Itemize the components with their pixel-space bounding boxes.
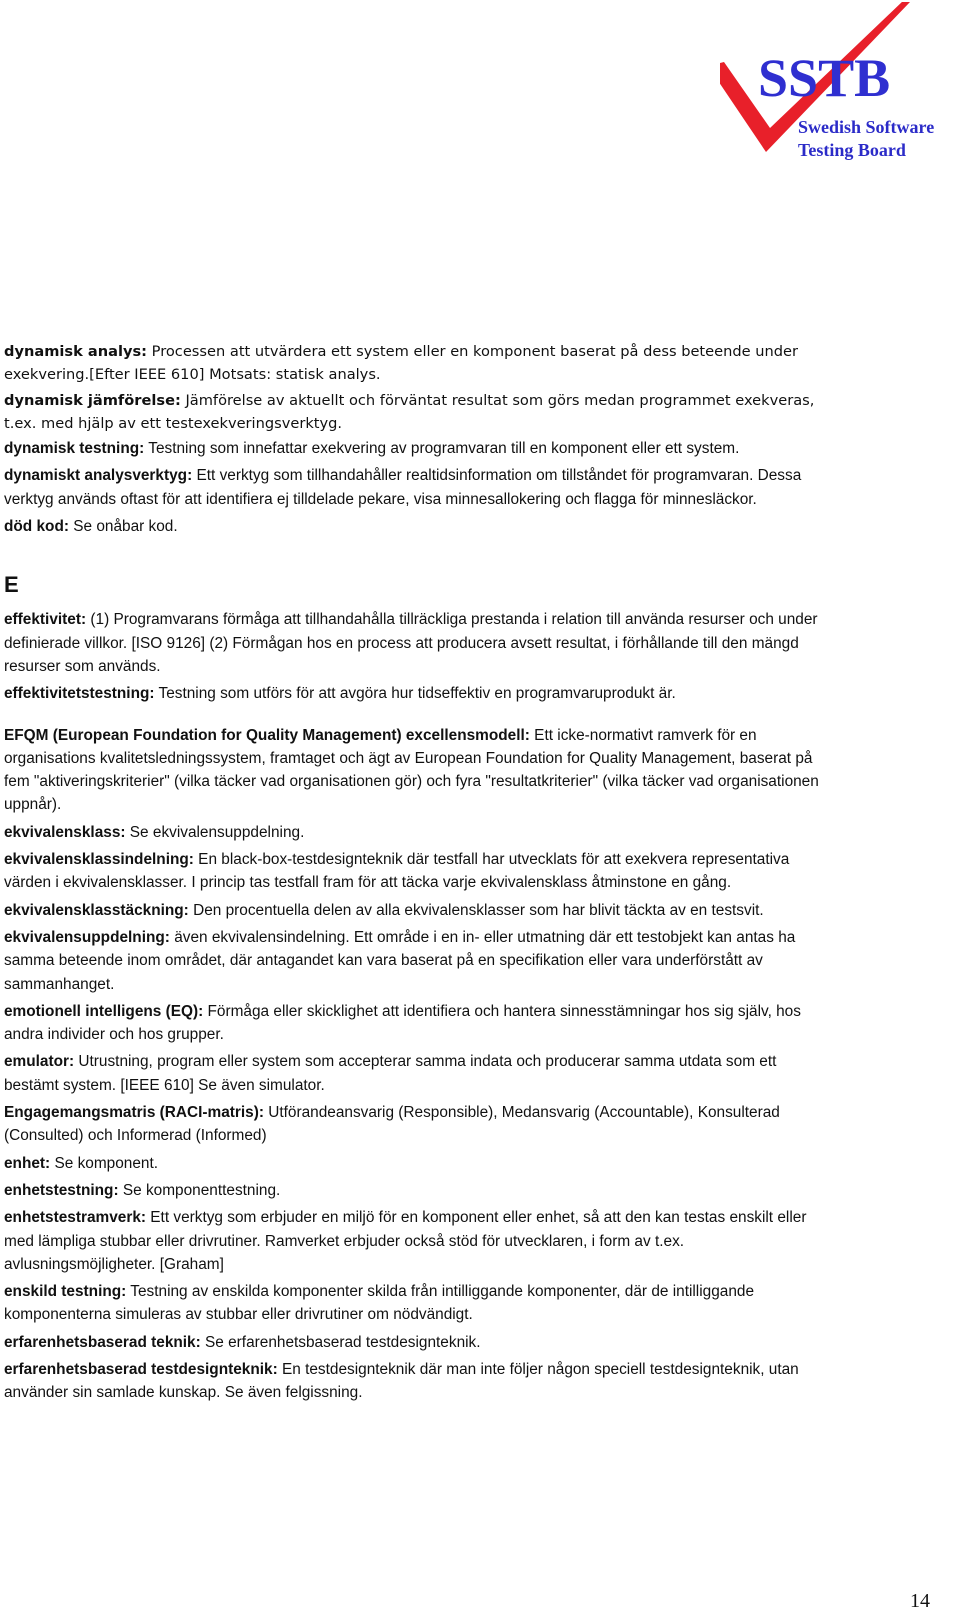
glossary-entry	[4, 899, 834, 922]
glossary-entry	[4, 1179, 834, 1202]
glossary-entry	[4, 1280, 834, 1327]
glossary-term: enhet:	[4, 1154, 51, 1172]
glossary-term: effektivitet:	[4, 611, 87, 629]
glossary-definition: Ett verktyg som erbjuder en miljö för en komponent eller enhet, så att den kan testas enskilt eller med lämpliga stubbar eller drivrutiner. Ramverket erbjuder också stöd för utvecklaren, i form av t.ex. avlusningsmöjligheter. [Graham]	[4, 1209, 807, 1273]
glossary-definition: Se erfarenhetsbaserad testdesignteknik.	[200, 1333, 481, 1351]
glossary-content	[4, 340, 834, 1409]
glossary-definition: Den procentuella delen av alla ekvivalensklasser som har blivit täckta av en testsvit.	[188, 901, 764, 919]
glossary-entry	[4, 682, 834, 705]
glossary-entry	[4, 515, 834, 538]
glossary-definition: Se onåbar kod.	[68, 518, 178, 536]
glossary-term: ekvivalensuppdelning:	[4, 928, 170, 946]
glossary-entry	[4, 340, 834, 387]
glossary-entry	[4, 926, 834, 996]
glossary-definition: Se ekvivalensuppdelning.	[125, 823, 305, 841]
logo-line1: Swedish Software	[798, 117, 935, 137]
glossary-entry	[4, 821, 834, 844]
glossary-entry	[4, 464, 834, 511]
logo-line2: Testing Board	[798, 140, 906, 160]
glossary-definition: Testning av enskilda komponenter skilda från intilliggande komponenter, där de intilliggande komponenterna simuleras av stubbar eller drivrutiner om nödvändigt.	[4, 1283, 755, 1324]
glossary-entry	[4, 608, 834, 678]
glossary-definition: Förmåga eller skicklighet att identifiera och hantera sinnesstämningar hos sig själv, hos andra individer och hos grupper.	[4, 1002, 801, 1044]
glossary-entry	[4, 1050, 834, 1097]
glossary-term: ekvivalensklasstäckning:	[4, 901, 189, 919]
glossary-definition: Ett verktyg som tillhandahåller realtidsinformation om tillståndet för programvaran. Dessa verktyg används oftast för att identifiera ej tilldelade pekare, visa minnesallokering och flagga för minnesläckor.	[4, 467, 802, 508]
section-letter: E	[4, 572, 19, 598]
glossary-definition: (1) Programvarans förmåga att tillhandahålla tillräckliga prestanda i relation till använda resurser och under definierade villkor. [ISO 9126] (2) Förmågan hos en process att producera avsett resultat, i förhållande till den mängd resurser som används.	[4, 611, 818, 675]
glossary-term: ekvivalensklass:	[4, 823, 126, 841]
page-number: 14	[910, 1590, 930, 1612]
glossary-entry	[4, 848, 834, 895]
glossary-term: ekvivalensklassindelning:	[4, 851, 194, 869]
glossary-definition: Jämförelse av aktuellt och förväntat resultat som görs medan programmet exekveras, t.ex. med hjälp av ett testexekveringsverktyg.	[4, 391, 815, 432]
glossary-term: dynamisk jämförelse:	[4, 391, 181, 409]
glossary-term: enhetstestning:	[4, 1181, 119, 1199]
glossary-term: emotionell intelligens (EQ):	[4, 1002, 204, 1020]
glossary-definition: Testning som utförs för att avgöra hur tidseffektiv en programvaruprodukt är.	[154, 685, 676, 703]
glossary-term: erfarenhetsbaserad testdesignteknik:	[4, 1360, 278, 1378]
glossary-term: enskild testning:	[4, 1283, 127, 1301]
glossary-entry	[4, 1358, 834, 1405]
glossary-term: död kod:	[4, 518, 69, 536]
glossary-term: Engagemangsmatris (RACI-matris):	[4, 1104, 264, 1122]
glossary-term: dynamiskt analysverktyg:	[4, 467, 193, 485]
glossary-definition: Utrustning, program eller system som accepterar samma indata och producerar samma utdata som ett bestämt system. [IEEE 610] Se även simulator.	[4, 1053, 777, 1094]
glossary-definition: Se komponent.	[50, 1154, 158, 1172]
glossary-entry	[4, 437, 834, 460]
glossary-term: enhetstestramverk:	[4, 1209, 147, 1227]
glossary-definition: Testning som innefattar exekvering av programvaran till en komponent eller ett system.	[144, 440, 740, 458]
glossary-entry	[4, 1206, 834, 1276]
glossary-entry	[4, 1000, 834, 1047]
glossary-definition: En testdesignteknik där man inte följer någon speciell testdesignteknik, utan använder sin samlade kunskap. Se även felgissning.	[4, 1360, 799, 1402]
glossary-definition: Se komponenttestning.	[118, 1181, 281, 1199]
glossary-entry	[4, 389, 834, 436]
glossary-entry	[4, 1331, 834, 1354]
glossary-term: effektivitetstestning:	[4, 685, 155, 703]
glossary-definition: Utförandeansvarig (Responsible), Medansvarig (Accountable), Konsulterad (Consulted) och Informerad (Informed)	[4, 1104, 780, 1145]
glossary-term: emulator:	[4, 1053, 75, 1071]
glossary-term: erfarenhetsbaserad teknik:	[4, 1333, 201, 1351]
glossary-definition: Processen att utvärdera ett system eller en komponent baserat på dess beteende under exekvering.[Efter IEEE 610] Motsats: statisk analys.	[4, 343, 798, 384]
sstb-logo	[720, 2, 960, 168]
logo-acronym: SSTB	[758, 48, 891, 108]
glossary-entry	[4, 724, 834, 817]
glossary-entry	[4, 1152, 834, 1175]
glossary-entry	[4, 1101, 834, 1148]
glossary-definition: Ett icke-normativt ramverk för en organisations kvalitetsledningssystem, framtaget och ägt av European Foundation for Quality Management, baserat på fem "aktiveringskriterier" (vilka täcker vad organisationen gör) och fyra "resultatkriterier" (vilka täcker vad organisationen uppnår).	[4, 726, 819, 814]
glossary-term: dynamisk analys:	[4, 343, 148, 360]
sstb-logo-graphic	[720, 2, 960, 168]
glossary-term: EFQM (European Foundation for Quality Management) excellensmodell:	[4, 726, 530, 744]
glossary-definition: En black-box-testdesignteknik där testfall har utvecklats för att exekvera representativa värden i ekvivalensklasser. I princip tas testfall fram för att täcka varje ekvivalensklass åtminstone en gång.	[4, 851, 790, 892]
glossary-definition: även ekvivalensindelning. Ett område i en in- eller utmatning där ett testobjekt kan antas ha samma beteende inom området, där antagandet kan vara baserat på en specifikation eller vara underförstått av sammanhanget.	[4, 928, 796, 993]
glossary-term: dynamisk testning:	[4, 440, 145, 458]
